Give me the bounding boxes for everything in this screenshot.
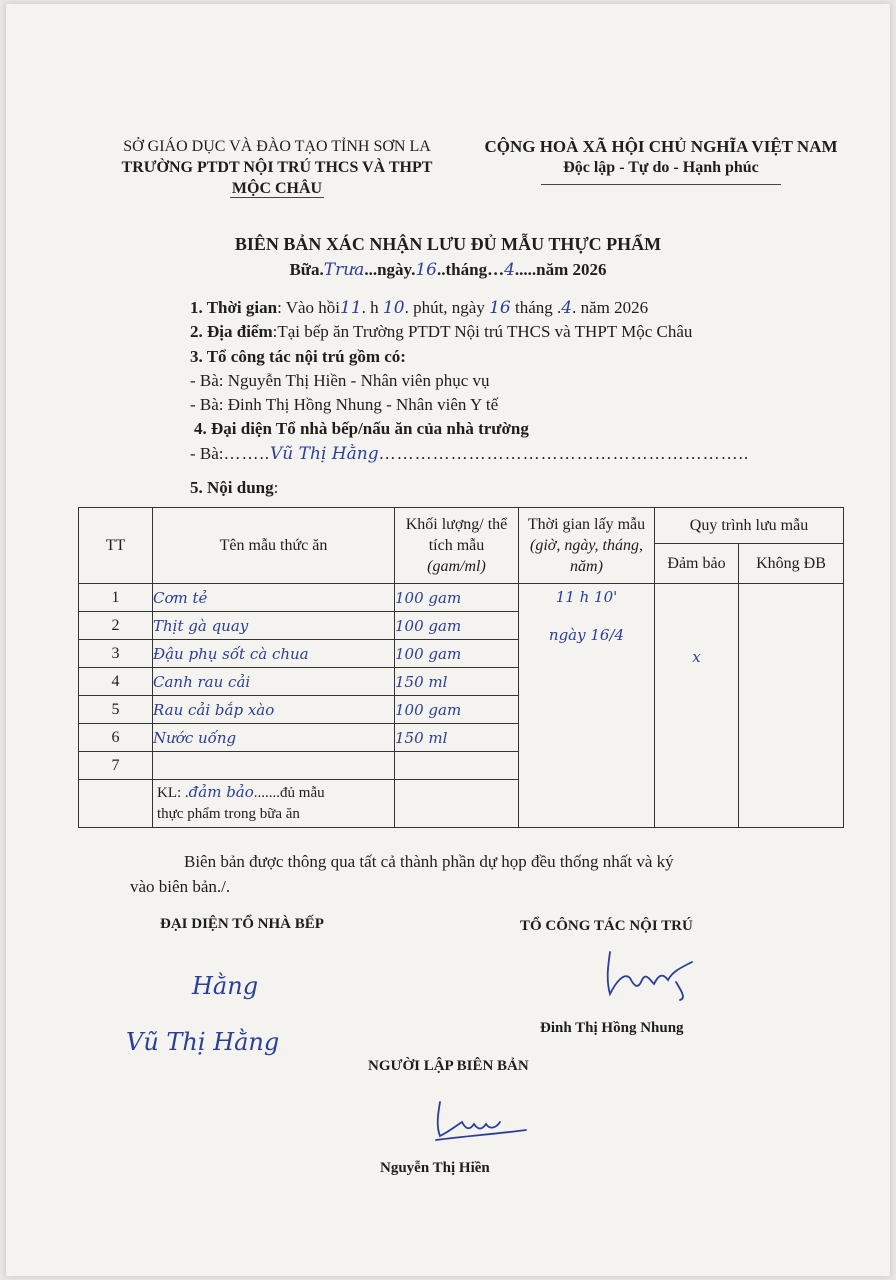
time-day: 16 xyxy=(489,298,511,318)
nhung-signature-icon xyxy=(596,942,716,1002)
row-food-name: Canh rau cải xyxy=(153,668,395,696)
conclusion-value: đảm bảo xyxy=(188,783,254,801)
location-text: :Tại bếp ăn Trường PTDT Nội trú THCS và THPT Mộc Châu xyxy=(272,322,693,341)
recorder-title: NGƯỜI LẬP BIÊN BẢN xyxy=(368,1058,529,1074)
closing-line-1: Biên bản được thông qua tất cả thành phần dự họp đều thống nhất và ký xyxy=(184,852,674,871)
header-ok: Đảm bảo xyxy=(655,544,739,584)
conclusion-tt xyxy=(79,780,153,828)
row-mass: 100 gam xyxy=(395,612,519,640)
school-location: MỘC CHÂU xyxy=(231,180,323,197)
row-tt: 6 xyxy=(79,724,153,752)
row-time-cell xyxy=(519,584,655,828)
ok-mark: x xyxy=(692,648,701,666)
header-tt: TT xyxy=(79,508,153,584)
time-text-d: tháng . xyxy=(514,298,562,317)
conclusion-suffix: .......đủ mẫu xyxy=(253,785,325,801)
header-mass-unit: (gam/ml) xyxy=(427,558,486,575)
kitchen-rep-dots-a: …….. xyxy=(223,444,271,463)
row-food-name: Cơm tẻ xyxy=(153,584,395,612)
time-label: 1. Thời gian xyxy=(190,298,278,317)
time-minute: 10 xyxy=(382,298,405,318)
department-name: SỞ GIÁO DỤC VÀ ĐÀO TẠO TỈNH SƠN LA xyxy=(123,138,431,155)
section-time xyxy=(190,298,648,318)
closing-line-2: vào biên bản./. xyxy=(130,877,231,896)
time-month: 4 xyxy=(561,298,573,318)
section-kitchen-rep: 4. Đại diện Tổ nhà bếp/nấu ăn của nhà trường xyxy=(194,419,529,438)
time-text-b: . h xyxy=(361,298,379,317)
day-value: 16 xyxy=(415,260,437,280)
conclusion-prefix: KL: . xyxy=(157,785,189,801)
row-food-name: Nước uống xyxy=(153,724,395,752)
row-mass xyxy=(395,752,519,780)
meal-value: Trưa xyxy=(323,260,365,280)
header-time-unit: (giờ, ngày, tháng, năm) xyxy=(530,537,643,575)
row-tt: 4 xyxy=(79,668,153,696)
kitchen-rep-signature: Hằng xyxy=(192,972,259,1000)
row-tt: 7 xyxy=(79,752,153,780)
row-food-name xyxy=(153,752,395,780)
sample-table xyxy=(78,507,844,828)
month-value: 4 xyxy=(504,260,515,280)
row-tt: 1 xyxy=(79,584,153,612)
row-food-name: Đậu phụ sốt cà chua xyxy=(153,640,395,668)
conclusion-mass xyxy=(395,780,519,828)
table-row xyxy=(79,584,844,612)
header-right xyxy=(476,136,846,185)
kitchen-rep-handwritten-name: Vũ Thị Hằng xyxy=(126,1028,280,1056)
row-mass: 150 ml xyxy=(395,724,519,752)
sample-time: 11 h 10' xyxy=(555,588,618,606)
row-mass: 100 gam xyxy=(395,584,519,612)
header-left xyxy=(102,136,452,199)
nation-name: CỘNG HOÀ XÃ HỘI CHỦ NGHĨA VIỆT NAM xyxy=(484,137,838,156)
kitchen-rep-name: Vũ Thị Hằng xyxy=(270,444,379,464)
kitchen-rep-title: ĐẠI DIỆN TỔ NHÀ BẾP xyxy=(160,916,324,932)
time-text-e: . năm 2026 xyxy=(572,298,649,317)
header-not-ok: Không ĐB xyxy=(739,544,844,584)
hien-name: Nguyễn Thị Hiền xyxy=(380,1160,490,1176)
content-label: 5. Nội dung xyxy=(190,478,274,497)
time-text-a: : Vào hồi xyxy=(277,298,341,317)
header-time xyxy=(519,508,655,584)
meal-label: Bữa. xyxy=(289,260,324,279)
team-member-1: - Bà: Nguyễn Thị Hiền - Nhân viên phục vụ xyxy=(190,371,490,390)
header-mass xyxy=(395,508,519,584)
section-location xyxy=(190,322,692,342)
row-mass: 100 gam xyxy=(395,696,519,724)
day-label: ...ngày. xyxy=(364,260,416,279)
row-tt: 3 xyxy=(79,640,153,668)
row-tt: 2 xyxy=(79,612,153,640)
time-hour: 11 xyxy=(340,298,362,318)
document-title: BIÊN BẢN XÁC NHẬN LƯU ĐỦ MẪU THỰC PHẨM xyxy=(234,234,662,254)
row-mass: 100 gam xyxy=(395,640,519,668)
year-label: .....năm 2026 xyxy=(514,260,607,279)
row-mass: 150 ml xyxy=(395,668,519,696)
row-food-name: Rau cải bắp xào xyxy=(153,696,395,724)
header-process: Quy trình lưu mẫu xyxy=(655,508,844,544)
national-motto: Độc lập - Tự do - Hạnh phúc xyxy=(541,157,781,185)
row-tt: 5 xyxy=(79,696,153,724)
header-food-name: Tên mẫu thức ăn xyxy=(153,508,395,584)
month-label: ..tháng… xyxy=(437,260,505,279)
kitchen-rep-prefix: - Bà: xyxy=(190,444,224,463)
document-sheet xyxy=(6,4,890,1276)
team-member-2: - Bà: Đinh Thị Hồng Nhung - Nhân viên Y tế xyxy=(190,395,499,414)
meal-date-line xyxy=(6,260,890,280)
location-label: 2. Địa điểm xyxy=(190,322,273,341)
header-mass-text: Khối lượng/ thể tích mẫu xyxy=(405,516,508,554)
nhung-name: Đinh Thị Hồng Nhung xyxy=(540,1020,684,1036)
row-ok-cell xyxy=(655,584,739,828)
conclusion-line2: thực phẩm trong bữa ăn xyxy=(157,806,300,822)
row-food-name: Thịt gà quay xyxy=(153,612,395,640)
time-text-c: . phút, ngày xyxy=(404,298,485,317)
row-not-ok-cell xyxy=(739,584,844,828)
section-content xyxy=(190,478,278,498)
hien-signature-icon xyxy=(426,1096,536,1146)
conclusion-cell xyxy=(153,780,395,828)
school-name: TRƯỜNG PTDT NỘI TRÚ THCS VÀ THPT xyxy=(121,159,433,176)
kitchen-rep-line xyxy=(190,444,749,464)
kitchen-rep-dots-b: …………………………………………………….. xyxy=(378,444,750,463)
content-colon: : xyxy=(273,478,279,497)
header-time-text: Thời gian lấy mẫu xyxy=(527,516,646,533)
sample-date: ngày 16/4 xyxy=(548,626,625,644)
section-team: 3. Tổ công tác nội trú gồm có: xyxy=(190,347,406,366)
boarding-team-title: TỔ CÔNG TÁC NỘI TRÚ xyxy=(520,918,693,934)
